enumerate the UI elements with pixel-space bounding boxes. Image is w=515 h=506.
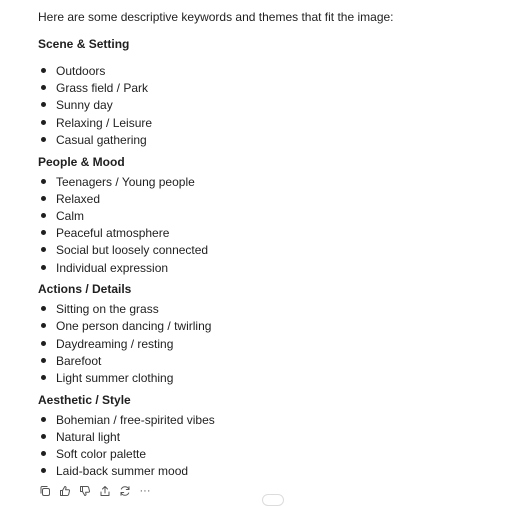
bullet-icon	[41, 358, 46, 363]
more-icon: ···	[139, 485, 151, 497]
bullet-icon	[41, 323, 46, 328]
thumbs-up-button[interactable]	[56, 483, 74, 499]
more-button[interactable]	[136, 483, 154, 499]
bullet-icon	[41, 85, 46, 90]
list-item: Individual expression	[41, 260, 168, 276]
share-button[interactable]	[96, 483, 114, 499]
thumbs-down-icon	[79, 485, 91, 497]
bullet-icon	[41, 306, 46, 311]
copy-icon	[39, 485, 51, 497]
bullet-icon	[41, 375, 46, 380]
bullet-icon	[41, 179, 46, 184]
list-item: Laid-back summer mood	[41, 463, 188, 479]
list-item: Daydreaming / resting	[41, 336, 173, 352]
bullet-icon	[41, 451, 46, 456]
bullet-icon	[41, 417, 46, 422]
list-item: Peaceful atmosphere	[41, 225, 169, 241]
bullet-icon	[41, 434, 46, 439]
list-item: Outdoors	[41, 63, 105, 79]
list-item: Sitting on the grass	[41, 301, 159, 317]
list-item: Casual gathering	[41, 132, 147, 148]
bullet-icon	[41, 341, 46, 346]
list-item: Natural light	[41, 429, 120, 445]
list-item: Calm	[41, 208, 84, 224]
bullet-icon	[41, 102, 46, 107]
response-actions-toolbar	[36, 483, 156, 499]
section-title: People & Mood	[38, 155, 125, 169]
section-title: Scene & Setting	[38, 37, 130, 51]
regenerate-icon	[119, 485, 131, 497]
list-item: Barefoot	[41, 353, 101, 369]
list-item: Soft color palette	[41, 446, 146, 462]
scroll-to-bottom-button[interactable]	[262, 494, 284, 506]
bullet-icon	[41, 68, 46, 73]
bullet-icon	[41, 120, 46, 125]
list-item: Relaxing / Leisure	[41, 115, 152, 131]
list-item: One person dancing / twirling	[41, 318, 211, 334]
list-item: Sunny day	[41, 97, 113, 113]
thumbs-up-icon	[59, 485, 71, 497]
list-item: Light summer clothing	[41, 370, 173, 386]
list-item: Grass field / Park	[41, 80, 148, 96]
bullet-icon	[41, 265, 46, 270]
bullet-icon	[41, 468, 46, 473]
thumbs-down-button[interactable]	[76, 483, 94, 499]
intro-text: Here are some descriptive keywords and themes that fit the image:	[38, 10, 394, 24]
list-item: Relaxed	[41, 191, 100, 207]
regenerate-button[interactable]	[116, 483, 134, 499]
section-title: Aesthetic / Style	[38, 393, 131, 407]
copy-button[interactable]	[36, 483, 54, 499]
bullet-icon	[41, 230, 46, 235]
share-icon	[99, 485, 111, 497]
list-item: Bohemian / free-spirited vibes	[41, 412, 215, 428]
list-item: Teenagers / Young people	[41, 174, 195, 190]
list-item: Social but loosely connected	[41, 242, 208, 258]
bullet-icon	[41, 213, 46, 218]
bullet-icon	[41, 137, 46, 142]
bullet-icon	[41, 196, 46, 201]
section-title: Actions / Details	[38, 282, 132, 296]
bullet-icon	[41, 247, 46, 252]
